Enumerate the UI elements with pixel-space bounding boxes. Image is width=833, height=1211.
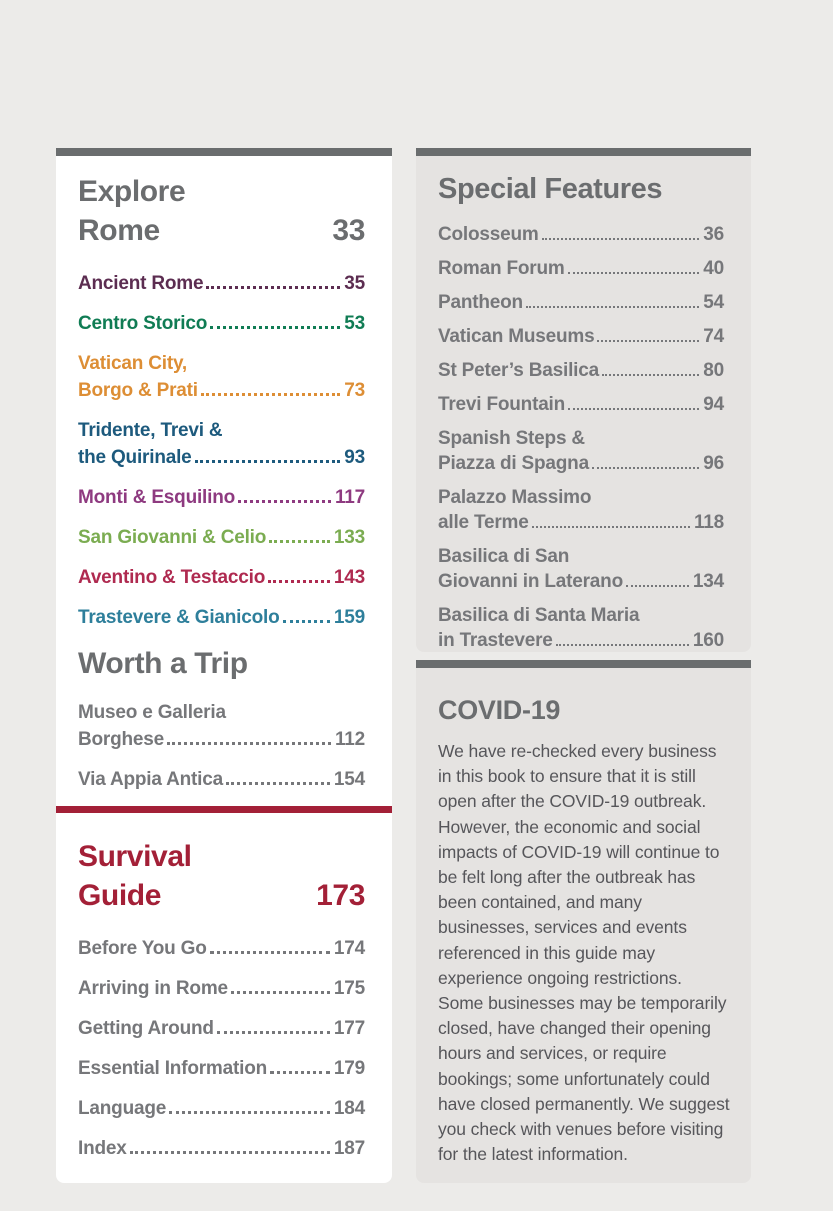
dot-leader [231,991,330,994]
toc-item-label: Centro Storico [78,313,208,334]
toc-item-page: 53 [344,313,365,334]
toc-item-page: 80 [703,360,724,381]
toc-item-label: Giovanni in Laterano [438,571,623,592]
toc-item-page: 36 [703,224,724,245]
toc-item [438,544,724,594]
toc-item-line1: Palazzo Massimo [438,487,592,508]
toc-item-main-line [78,444,365,471]
dot-leader [283,620,330,623]
toc-item-label: Getting Around [78,1018,214,1039]
toc-item [78,1015,365,1042]
dot-leader [270,1071,330,1074]
toc-item [438,485,724,535]
toc-item-page: 40 [703,258,724,279]
special-features-heading: Special Features [438,173,663,205]
toc-item-label: Borghese [78,729,165,750]
toc-item-main-line [78,564,365,591]
toc-item-label: Pantheon [438,292,523,313]
toc-item [78,1095,365,1122]
explore-heading-line2-row [78,211,365,250]
dot-leader [568,272,700,274]
dot-leader [532,526,690,528]
toc-item [78,270,365,297]
dot-leader [217,1031,330,1034]
special-features-panel [416,156,751,652]
toc-item-page: 174 [333,938,365,959]
toc-item-main-line [438,628,724,653]
toc-item-label: San Giovanni & Celio [78,527,267,548]
toc-item-page: 54 [703,292,724,313]
toc-item-label: Colosseum [438,224,539,245]
toc-item [438,603,724,653]
toc-item-page: 159 [333,607,365,628]
toc-item-label: Language [78,1098,167,1119]
toc-item-main-line [438,290,724,315]
toc-item-page: 177 [333,1018,365,1039]
toc-item-page: 187 [333,1138,365,1159]
toc-item-label: Ancient Rome [78,273,204,294]
survival-heading-line2: Guide [78,879,162,912]
dot-leader [130,1151,330,1154]
toc-item-page: 179 [333,1058,365,1079]
dot-leader [542,238,700,240]
toc-item [78,524,365,551]
covid-top-bar [416,660,751,668]
toc-item-label: Essential Information [78,1058,268,1079]
toc-item [78,417,365,471]
toc-item [78,1135,365,1162]
dot-leader [206,286,340,289]
toc-item-label: Piazza di Spagna [438,453,589,474]
toc-item-line1: Basilica di San [438,546,570,567]
toc-item-label: Monti & Esquilino [78,487,236,508]
dot-leader [226,782,330,785]
toc-item-line1: Museo e Galleria [78,702,226,723]
explore-page-number: 33 [332,214,365,247]
toc-item-main-line [438,324,724,349]
dot-leader [602,374,699,376]
survival-heading-line1: Survival [78,840,192,873]
toc-item-main-line [438,256,724,281]
dot-leader [210,326,340,329]
toc-item-label: Trastevere & Gianicolo [78,607,280,628]
toc-item-label: Borgo & Prati [78,380,198,401]
toc-item-line1: Tridente, Trevi & [78,420,223,441]
toc-item-main-line [78,726,365,753]
toc-item-label: Trevi Fountain [438,394,566,415]
left-panel [56,156,392,1183]
dot-leader [526,306,699,308]
toc-item-main-line [438,510,724,535]
toc-item-main-line [78,975,365,1002]
explore-rome-heading [78,172,365,250]
toc-item-label: Index [78,1138,127,1159]
left-column-top-bar [56,148,392,156]
dot-leader [167,742,331,745]
toc-item-main-line [78,1095,365,1122]
toc-item-label: Before You Go [78,938,207,959]
toc-item [438,426,724,476]
toc-item [78,604,365,631]
toc-item-main-line [78,1055,365,1082]
toc-item-main-line [438,451,724,476]
toc-item-label: Aventino & Testaccio [78,567,266,588]
special-features-top-bar [416,148,751,156]
dot-leader [238,500,331,503]
toc-item-main-line [78,935,365,962]
toc-item-label: St Peter’s Basilica [438,360,599,381]
dot-leader [268,580,330,583]
toc-item-main-line [78,1135,365,1162]
covid-heading: COVID-19 [438,695,561,725]
toc-item [78,310,365,337]
toc-item [78,1055,365,1082]
survival-guide-divider [56,806,392,813]
toc-item-label: Roman Forum [438,258,565,279]
dot-leader [556,644,689,646]
toc-item-label: in Trastevere [438,630,553,651]
toc-item-page: 184 [333,1098,365,1119]
toc-item-line1: Spanish Steps & [438,428,585,449]
toc-item [78,935,365,962]
toc-item [438,256,724,281]
toc-item-label: the Quirinale [78,447,192,468]
survival-list [78,935,365,1162]
dot-leader [568,408,699,410]
toc-item-page: 133 [333,527,365,548]
toc-item-line1: Basilica di Santa Maria [438,605,640,626]
toc-item-page: 96 [703,453,724,474]
toc-item-page: 93 [344,447,365,468]
special-features-list [438,222,724,653]
dot-leader [201,393,340,396]
toc-item-label: alle Terme [438,512,529,533]
toc-item [78,699,365,753]
toc-item-page: 94 [703,394,724,415]
toc-item-main-line [78,766,365,793]
toc-item [78,975,365,1002]
explore-heading-line2: Rome [78,214,160,247]
explore-heading-line1: Explore [78,175,186,208]
covid-body-text: We have re-checked every business in this book to ensure that it is still open after the COVID-19 outbreak. However, the economic and social impacts of COVID-19 will continue to be felt long after the outbreak has been contained, and many businesses, services and events referenced in this guide may experience ongoing restrictions. Some businesses may be temporarily closed, have changed their opening hours and services, or require bookings; some unfortunately could have closed permanently. We suggest you check with venues before visiting for the latest information. [438,741,730,1165]
dot-leader [195,460,341,463]
survival-heading-line2-row [78,876,365,915]
dot-leader [210,951,330,954]
dot-leader [592,467,699,469]
toc-item-main-line [78,604,365,631]
toc-item-page: 74 [703,326,724,347]
toc-item-main-line [438,392,724,417]
toc-item-page: 143 [333,567,365,588]
toc-item-main-line [78,1015,365,1042]
toc-item-main-line [78,310,365,337]
dot-leader [269,540,330,543]
dot-leader [597,340,699,342]
toc-item-main-line [438,222,724,247]
worth-a-trip-heading: Worth a Trip [78,647,248,680]
toc-item-page: 134 [692,571,724,592]
toc-item [438,358,724,383]
toc-item-main-line [438,358,724,383]
toc-item-page: 117 [334,487,365,508]
toc-item-page: 175 [333,978,365,999]
toc-item-main-line [78,270,365,297]
toc-item [438,290,724,315]
toc-item [78,766,365,793]
worth-a-trip-list [78,699,365,793]
survival-guide-heading [78,837,365,915]
toc-item-main-line [78,484,365,511]
toc-item-line1: Vatican City, [78,353,187,374]
toc-item-page: 112 [334,729,365,750]
toc-item-label: Vatican Museums [438,326,595,347]
dot-leader [169,1111,330,1114]
toc-item [78,484,365,511]
survival-page-number: 173 [316,879,365,912]
toc-item-main-line [78,377,365,404]
covid-panel [416,668,751,1183]
toc-item [78,350,365,404]
toc-item-page: 118 [693,512,724,533]
toc-item [438,324,724,349]
toc-item-page: 35 [344,273,365,294]
explore-list [78,270,365,631]
toc-item-page: 160 [692,630,724,651]
toc-item-main-line [438,569,724,594]
dot-leader [626,585,689,587]
toc-item-page: 154 [333,769,365,790]
toc-item-label: Arriving in Rome [78,978,228,999]
toc-item-main-line [78,524,365,551]
toc-item [438,222,724,247]
toc-item-label: Via Appia Antica [78,769,223,790]
toc-item [78,564,365,591]
toc-item [438,392,724,417]
toc-item-page: 73 [344,380,365,401]
